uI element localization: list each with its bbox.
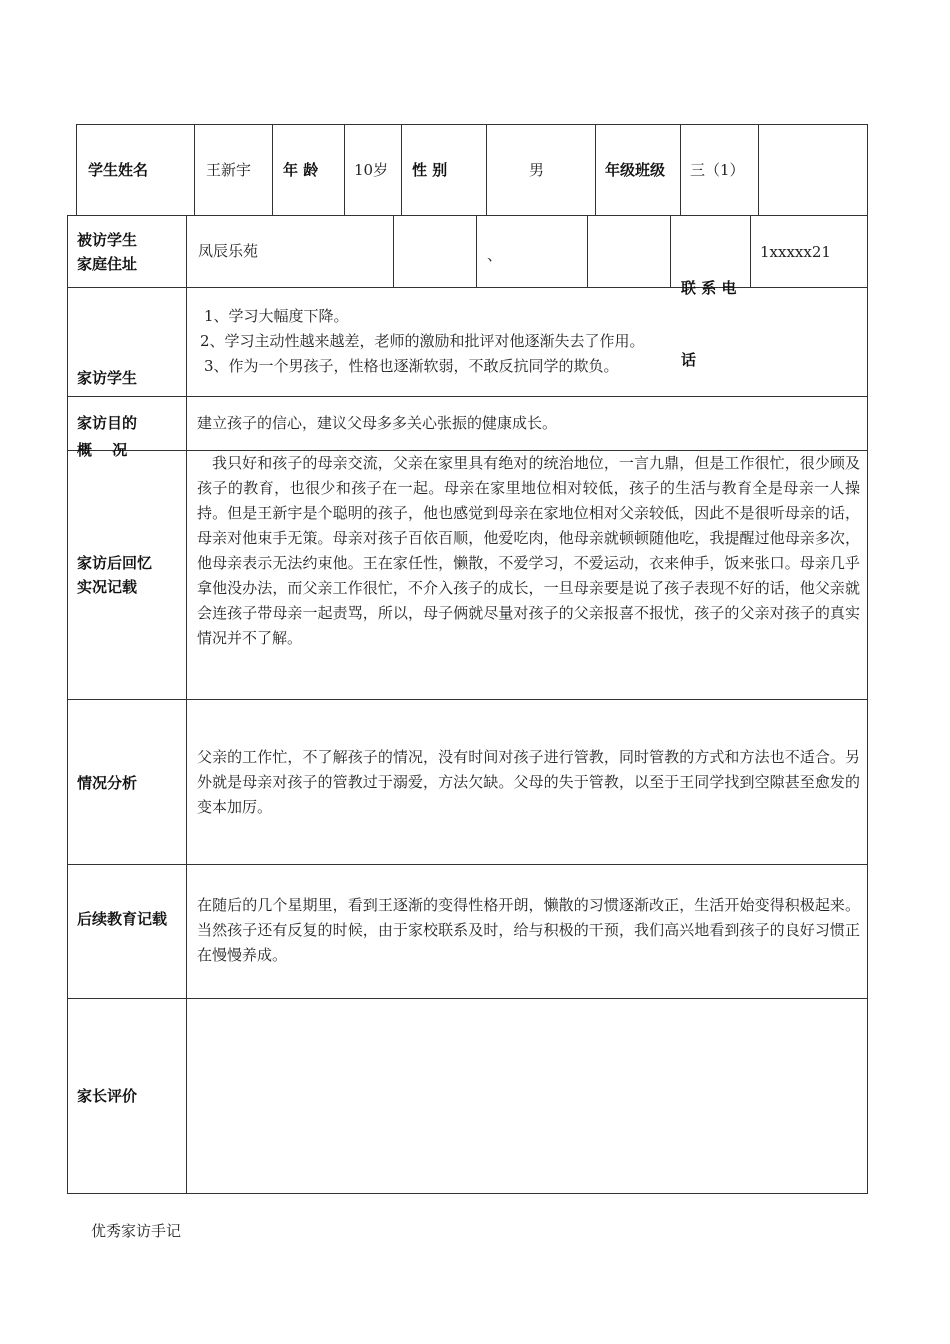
age-label: 年 龄 (283, 161, 319, 179)
gender-label: 性 别 (412, 161, 448, 179)
record-label (77, 551, 152, 599)
phone-label-line1: 联 系 电 (681, 279, 737, 297)
followup-text: 在随后的几个星期里，看到王逐渐的变得性格开朗，懒散的习惯逐渐改正，生活开始变得积极起来。当然孩子还有反复的时候，由于家校联系及时，给与积极的干预，我们高兴地看到孩子的良好习惯正在慢慢养成。 (197, 896, 860, 964)
grade-class-value: 三（1） (690, 161, 745, 179)
student-name-label: 学生姓名 (88, 161, 149, 179)
address-extra-mark: 、 (487, 246, 503, 264)
overview-label-line1: 家访学生 (77, 369, 138, 387)
student-name-value: 王新宇 (206, 161, 252, 179)
overview-list (200, 304, 860, 379)
purpose-text: 建立孩子的信心，建议父母多多关心张振的健康成长。 (197, 414, 558, 432)
record-label-line2: 实况记载 (77, 578, 138, 596)
overview-label-line2: 概 况 (77, 441, 128, 459)
overview-item-2: 2、学习主动性越来越差，老师的激励和批评对他逐渐失去了作用。 (200, 332, 645, 350)
purpose-label: 家访目的 (77, 414, 138, 432)
address-label-line1: 被访学生 (77, 231, 138, 249)
phone-label-line2: 话 (681, 351, 697, 369)
gender-value: 男 (529, 161, 545, 179)
phone-value: 1xxxxx21 (760, 243, 831, 261)
parent-review-label: 家长评价 (77, 1087, 138, 1105)
footer-text: 优秀家访手记 (91, 1222, 182, 1240)
grade-class-label: 年级班级 (605, 161, 666, 179)
followup-label: 后续教育记载 (77, 910, 168, 928)
address-label (77, 228, 137, 276)
record-label-line1: 家访后回忆 (77, 554, 153, 572)
address-value: 凤辰乐苑 (198, 242, 259, 260)
age-value: 10岁 (354, 161, 389, 179)
record-text: 我只好和孩子的母亲交流，父亲在家里具有绝对的统治地位，一言九鼎，但是工作很忙，很少顾及孩子的教育，也很少和孩子在一起。母亲在家里地位相对较低，孩子的生活与教育全是母亲一人操持。但是王新宇是个聪明的孩子，他也感觉到母亲在家地位相对父亲较低，因此不是很听母亲的话，母亲对他束手无策。母亲对孩子百依百顺，他爱吃肉，他母亲就顿顿随他吃，我提醒过他母亲多次，他母亲表示无法约束他。王在家任性，懒散，不爱学习，不爱运动，衣来伸手，饭来张口。母亲几乎拿他没办法，而父亲工作很忙，不介入孩子的成长，一旦母亲要是说了孩子表现不好的话，他父亲就会连孩子带母亲一起责骂，所以，母子俩就尽量对孩子的父亲报喜不报忧，孩子的父亲对孩子的真实情况并不了解。 (197, 454, 860, 647)
analysis-label: 情况分析 (77, 774, 138, 792)
address-label-line2: 家庭住址 (77, 255, 138, 273)
overview-item-3: 3、作为一个男孩子，性格也逐渐软弱，不敢反抗同学的欺负。 (204, 357, 619, 375)
overview-item-1: 1、学习大幅度下降。 (204, 307, 349, 325)
analysis-text: 父亲的工作忙，不了解孩子的情况，没有时间对孩子进行管教，同时管教的方式和方法也不适合。另外就是母亲对孩子的管教过于溺爱，方法欠缺。父母的失于管教，以至于王同学找到空隙甚至愈发的变本加厉。 (197, 748, 860, 816)
overview-label (77, 318, 137, 486)
